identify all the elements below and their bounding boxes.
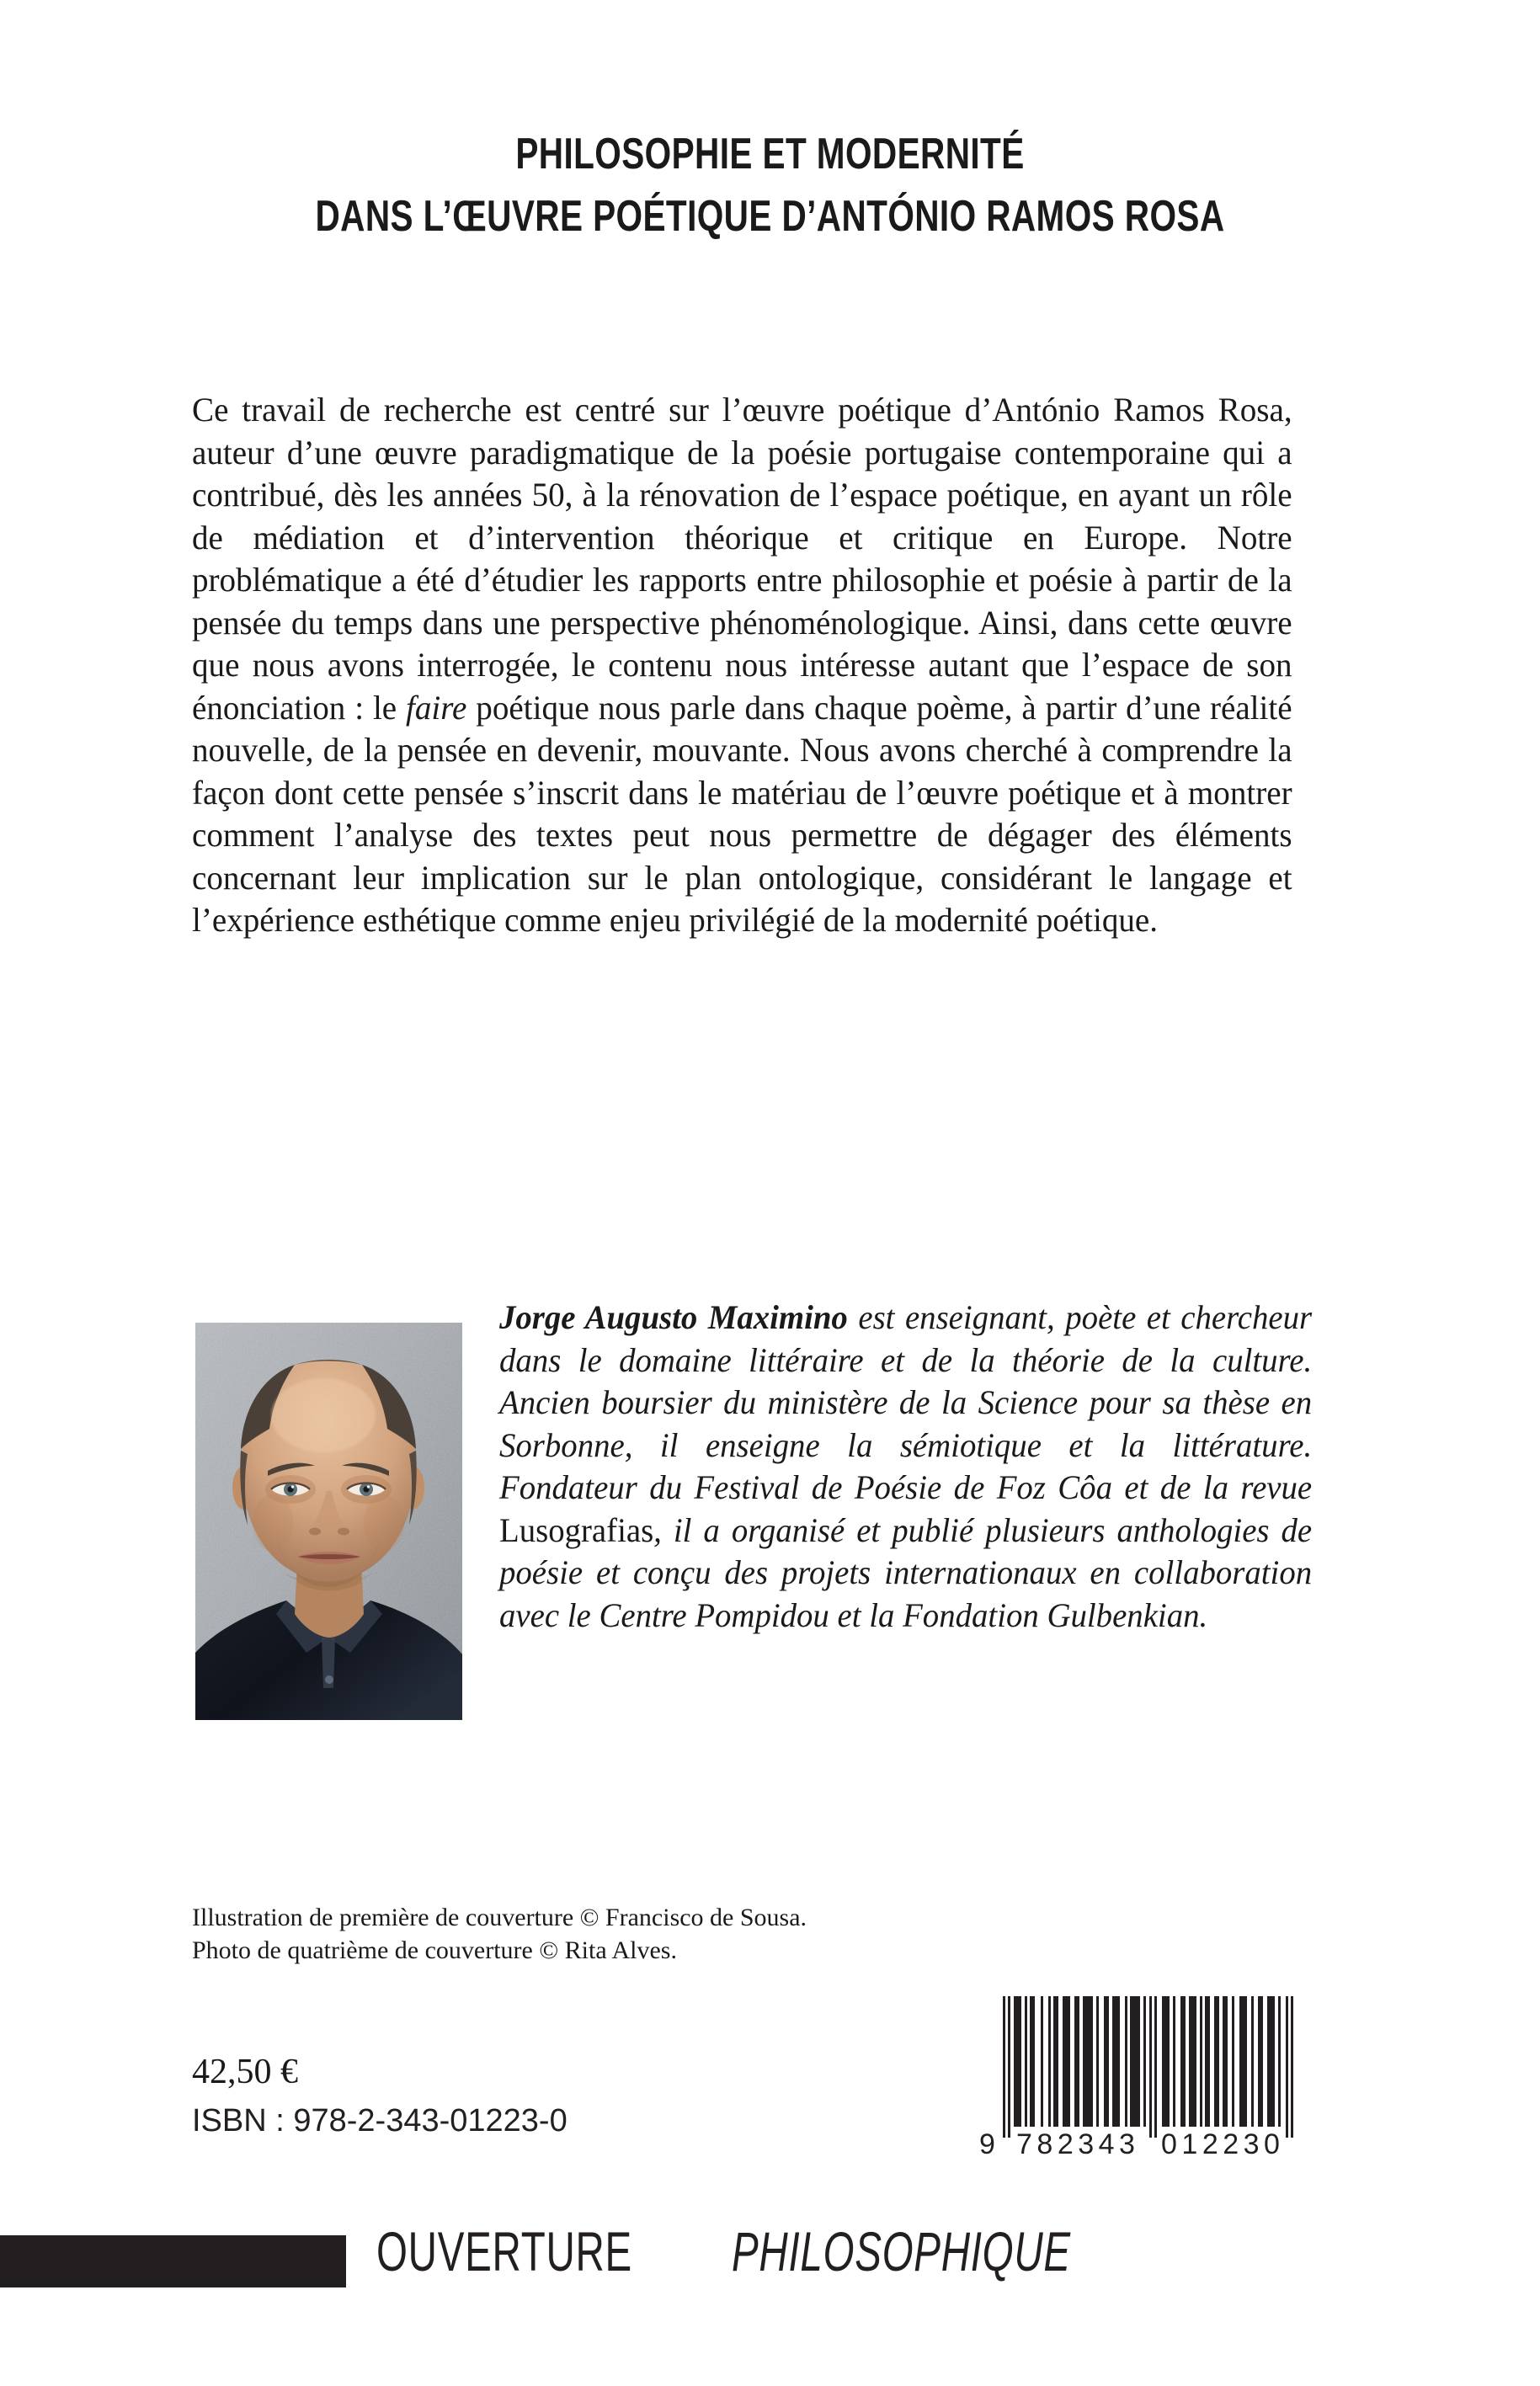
book-summary-paragraph [192,389,1292,942]
credit-photo: Photo de quatrième de couverture © Rita Alves. [192,1936,677,1964]
author-name: Jorge Augusto Maximino [499,1298,848,1336]
credit-illustration: Illustration de première de couverture © Francisco de Sousa. [192,1904,807,1931]
journal-name: Lusografias [499,1510,654,1549]
collection-name [376,2218,1203,2284]
barcode-lead-digit: 9 [979,2128,995,2160]
summary-text-part-2: poétique nous parle dans chaque poème, à partir d’une réalité nouvelle, de la pensée en devenir, mouvante. Nous avons cherché à comprendre la façon dont cette pensée s’inscrit dans le matériau de l’œuvre poétique et à montrer comment l’analyse des textes peut nous permettre de dégager des éléments concernant leur implication sur le plan ontologique, considérant le langage et l’expérience esthétique comme enjeu privilégié de la modernité poétique. [192,688,1292,939]
barcode-group-1: 782343 [1016,2128,1140,2160]
author-portrait-photo [195,1323,462,1720]
title-line-2: DANS L’ŒUVRE POÉTIQUE D’ANTÓNIO RAMOS ROSA [315,191,1225,241]
author-biography [499,1297,1312,1637]
cover-credits [192,1901,807,1967]
summary-emphasis-faire: faire [406,688,467,727]
footer-black-bar [0,2235,346,2287]
collection-name-word-1: OUVERTURE [376,2220,632,2282]
ean13-barcode [978,1991,1313,2160]
author-bio-part-2: , il a organisé et publié plusieurs anthologies de poésie et conçu des projets internationaux en collaboration avec le Centre Pompidou et la Fondation Gulbenkian. [499,1510,1313,1634]
collection-name-word-2: PHILOSOPHIQUE [732,2220,1072,2282]
isbn-label: ISBN : 978-2-343-01223-0 [192,2103,568,2138]
title-line-1: PHILOSOPHIE ET MODERNITÉ [515,130,1025,178]
barcode-group-2: 012230 [1161,2128,1285,2160]
price-label: 42,50 € [192,2053,298,2091]
page-title [0,126,1540,245]
summary-text-part-1: Ce travail de recherche est centré sur l’œuvre poétique d’António Ramos Rosa, auteur d’une œuvre paradigmatique de la poésie portugaise contemporaine qui a contribué, dès les années 50, à la rénovation de l’espace poétique, en ayant un rôle de médiation et d’intervention théorique et critique en Europe. Notre problématique a été d’étudier les rapports entre philosophie et poésie à partir de la pensée du temps dans une perspective phénoménologique. Ainsi, dans cette œuvre que nous avons interrogée, le contenu nous intéresse autant que l’espace de son énonciation : le [192,391,1292,727]
author-bio-part-1: est enseignant, poète et chercheur dans le domaine littéraire et de la théorie de la culture. Ancien boursier du ministère de la Science pour sa thèse en Sorbonne, il enseigne la sémiotique et la littérature. Fondateur du Festival de Poésie de Foz Côa et de la revue [499,1298,1313,1506]
